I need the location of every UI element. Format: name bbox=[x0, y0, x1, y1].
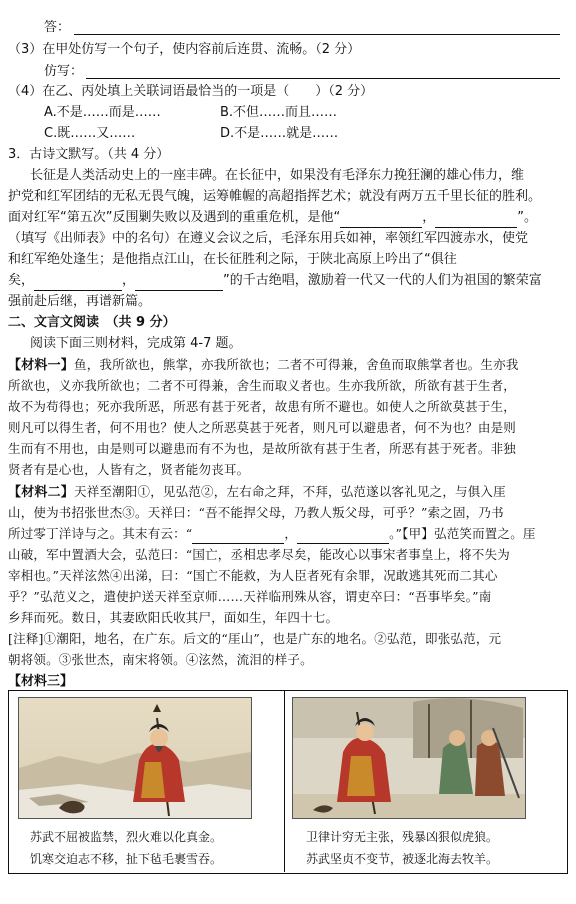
material-text: 鱼，我所欲也，熊掌，亦我所欲也；二者不可得兼，舍鱼而取熊掌者也。生亦我 bbox=[74, 357, 519, 372]
imitate-label: 仿写： bbox=[44, 64, 84, 79]
passage-line: 和红军绝处逢生；是他指点江山，在长征胜利之际，于陕北高原上吟出了“俱往 bbox=[8, 252, 457, 267]
material-1-tag: 【材料一】 bbox=[8, 358, 75, 373]
question-item-4: （4）在乙、丙处填上关联词语最恰当的一项是（ ）（2 分） bbox=[8, 84, 374, 99]
fill-blank[interactable] bbox=[192, 529, 284, 544]
material-2-line bbox=[8, 482, 566, 503]
material-2-line: 乎？”弘范义之，遣使护送天祥至京师……天祥临刑殊从容，谓吏卒曰：“吾事毕矣。”南 bbox=[8, 589, 492, 604]
illustration-su-wu-captive bbox=[292, 697, 526, 819]
material-2-line: 宰相也。”天祥泫然④出涕，曰：“国亡不能救，为人臣者死有余罪，况敢逃其死而二其心 bbox=[8, 568, 498, 583]
option-c[interactable]: C.既……又…… bbox=[44, 126, 136, 141]
question-item-3: （3）在甲处仿写一个句子，使内容前后连贯、流畅。（2 分） bbox=[8, 42, 361, 57]
answer-line[interactable] bbox=[74, 34, 560, 35]
material-1-line: 生而有不用也，由是则可以避患而有不为也，是故所欲有甚于生者，所恶有甚于死者。非独 bbox=[8, 441, 517, 456]
caption-right-line-2: 苏武坚贞不变节，被逐北海去牧羊。 bbox=[306, 852, 499, 866]
material-text: 天祥至潮阳①，见弘范②，左右命之拜，不拜，弘范遂以客礼见之，与俱入厓 bbox=[74, 484, 506, 499]
material-text: 。”【甲】弘范笑而置之。厓 bbox=[389, 526, 536, 541]
material-1-line: 所欲也，义亦我所欲也；二者不可得兼，舍生而取义者也。生亦我所欲，所欲有甚于生者， bbox=[8, 378, 517, 393]
section-intro: 阅读下面三则材料，完成第 4-7 题。 bbox=[30, 336, 242, 351]
fill-blank[interactable] bbox=[435, 213, 517, 228]
fill-blank[interactable] bbox=[340, 213, 422, 228]
passage-line: 强前赴后继，再谱新篇。 bbox=[8, 294, 152, 309]
option-b[interactable]: B.不但……而且…… bbox=[220, 105, 338, 120]
material-1-line: 贤者有是心也，人皆有之，贤者能勿丧耳。 bbox=[8, 462, 250, 477]
material-2-tag: 【材料二】 bbox=[8, 485, 75, 500]
section-heading: 二、文言文阅读 （共 9 分） bbox=[8, 315, 176, 330]
material-3-divider bbox=[284, 690, 285, 872]
passage-text: ， bbox=[122, 273, 136, 288]
annotation-line: 朝将领。③张世杰，南宋将领。④泫然，流泪的样子。 bbox=[8, 652, 313, 667]
material-2-line: 乡拜而死。数日，其妻欧阳氏收其尸，面如生，年四十七。 bbox=[8, 610, 339, 625]
option-a[interactable]: A.不是……而是…… bbox=[44, 105, 161, 120]
material-2-line: 山，使为书招张世杰③。天祥曰：“吾不能捍父母，乃教人叛父母，可乎？”索之固，乃书 bbox=[8, 505, 504, 520]
fill-blank[interactable] bbox=[34, 276, 122, 291]
annotation-line: [注释]①潮阳，地名，在广东。后文的“厓山”，也是广东的地名。②弘范，即张弘范，元 bbox=[8, 631, 502, 646]
fill-blank[interactable] bbox=[135, 276, 223, 291]
passage-line: 护党和红军团结的无私无畏气魄，运筹帷幄的高超指挥艺术；就没有两万五千里长征的胜利。 bbox=[8, 189, 542, 204]
fill-blank[interactable] bbox=[297, 529, 389, 544]
passage-text: ， bbox=[422, 210, 436, 225]
caption-right-line-1: 卫律计穷无主张，残暴凶狠似虎狼。 bbox=[306, 830, 499, 844]
material-1-line: 则凡可以得生者，何不用也？使人之所恶莫甚于死者，则凡可以避患者，何不为也？由是则 bbox=[8, 420, 517, 435]
material-1-line: 故不为苟得也；死亦我所恶，所恶有甚于死者，故患有所不避也。如使人之所欲莫甚于生， bbox=[8, 399, 517, 414]
caption-left-line-2: 饥寒交迫志不移，扯下毡毛裹雪吞。 bbox=[30, 852, 223, 866]
option-d[interactable]: D.不是……就是…… bbox=[220, 126, 339, 141]
passage-line: 长征是人类活动史上的一座丰碑。在长征中，如果没有毛泽东力挽狂澜的雄心伟力，维 bbox=[30, 168, 525, 183]
passage-line-with-blanks bbox=[8, 208, 566, 228]
illustration-su-wu-snow bbox=[18, 697, 252, 819]
question-3-heading: 3．古诗文默写。（共 4 分） bbox=[8, 147, 170, 162]
material-2-line-with-blanks bbox=[8, 524, 566, 544]
material-text: ， bbox=[284, 526, 298, 541]
imitate-line[interactable] bbox=[86, 78, 560, 79]
material-3-tag: 【材料三】 bbox=[8, 674, 74, 689]
passage-text: 面对红军“第五次”反围剿失败以及遇到的重重危机，是他“ bbox=[8, 210, 341, 225]
passage-line: （填写《出师表》中的名句）在遵义会议之后，毛泽东用兵如神，率领红军四渡赤水，使党 bbox=[8, 231, 529, 246]
passage-text: 矣， bbox=[8, 273, 35, 288]
passage-text: ”的千古绝唱，激励着一代又一代的人们为祖国的繁荣富 bbox=[223, 273, 542, 288]
material-1-line bbox=[8, 355, 566, 376]
caption-left-line-1: 苏武不屈被监禁，烈火难以化真金。 bbox=[30, 830, 223, 844]
answer-label: 答： bbox=[44, 20, 71, 35]
passage-text: ”。 bbox=[517, 210, 537, 225]
material-text: 所过零丁洋诗与之。其末有云：“ bbox=[8, 526, 193, 541]
passage-line-with-blanks bbox=[8, 271, 566, 291]
material-2-line: 山破，军中置酒大会，弘范曰：“国亡，丞相忠孝尽矣，能改心以事宋者事皇上，将不失为 bbox=[8, 547, 510, 562]
